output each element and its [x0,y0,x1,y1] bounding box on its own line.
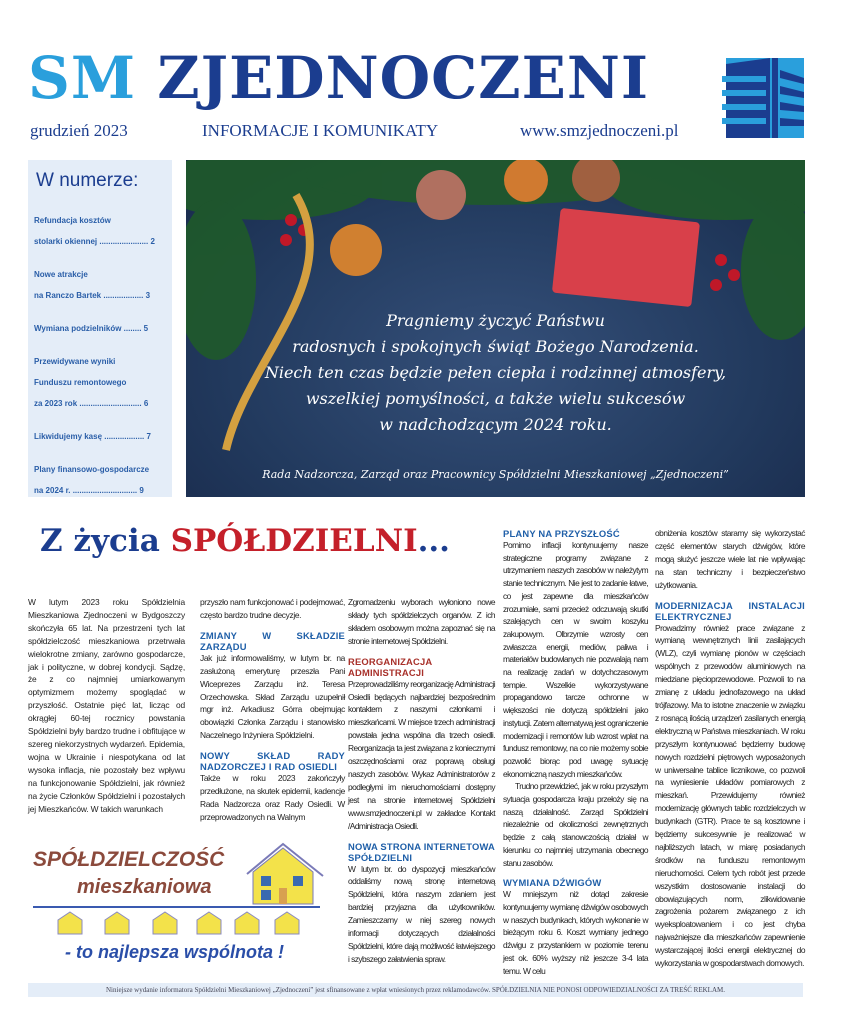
heading-elektryka: MODERNIZACJA INSTALACJI ELEKTRYCZNEJ [655,599,805,622]
toc-title: W numerze: [36,170,139,191]
article-column-1: W lutym 2023 roku Spółdzielnia Mieszkaniowa Zjednoczeni w Bydgoszczy skończyła 65 lat. Na przestrzeni tych lat spółdzielczość mieszkaniowa przetrwała wielokrotne zmiany, zarówno gospodarcze, jak i polityczne, w dobrej kondycji. Sądzę, że z co najmniej umiarkowanym optymizmem możemy spoglądać w przyszłość. Ostatnie pięć lat, licząc od okrągłej 60-tej rocznicy powstania Spółdzielni były bardzo trudne i obfitujące w szereg niekorzystnych wydarzeń. Epidemia, wojna w Ukrainie i niespotykana od lat wysoka inflacja, nie pozostały bez wpływu na funkcjonowanie Spółdzielni, jak również na życie Członków Spółdzielni i pozostałych jej Mieszkańców. W takich warunkach [28,597,185,814]
greeting-signature: Rada Nadzorcza, Zarząd oraz Pracownicy Spółdzielni Mieszkaniowej „Zjednoczeni” [262,468,729,481]
heading-zarzad: ZMIANY W SKŁADZIE ZARZĄDU [200,629,345,652]
table-of-contents [28,160,172,497]
masthead-title: SM ZJEDNOCZENI [28,44,649,112]
heading-reorganizacja: REORGANIZACJA ADMINISTRACJI [348,655,433,678]
toc-item[interactable]: Plany finansowo-gospodarcze na 2024 r. ............................. 9 [34,465,150,495]
cooperative-promo-graphic [25,834,325,974]
website-link[interactable]: www.smzjednoczeni.pl [520,121,679,140]
building-logo-icon [722,58,806,138]
heading-rada: NOWY SKŁAD RADY NADZORCZEJ I RAD OSIEDLI [200,750,345,773]
article-column-4: PLANY NA PRZYSZŁOŚĆ Pomimo inflacji kontynuujemy nasze strategiczne programy związane z utrzymaniem naszych zasobów w należytym stanie technicznym. Nie jest to zadanie łatwe, co jest zapewne dla mieszkańców zrozumiałe, sami przecież odczuwają skutki szalejących cen w swoim koszyku zakupowym. Olbrzymie wzrosty cen zwłaszcza energii, mediów, paliwa i materiałów budowlanych nie pozwalają nam na realizację zadań w dotychczasowym tempie. Wszelkie wykorzystywane propagandowo tarcze ochronne w większości nie dotyczą spółdzielni jako instytucji. Zatem alternatywą jest ograniczenie modernizacji i remontów lub wzrost wpłat na fundusz remontowy, na co nie możemy sobie pozwolić biorąc pod uwagę sytuację ekonomiczną naszych mieszkańców. Trudno przewidzieć, jak w roku przyszłym sytuacja gospodarcza kraju przełoży się na naszą działalność. Zarząd Spółdzielni niezależnie od okoliczności zewnętrznych będzie z całą stanowczością działał w kierunku co najmniej utrzymania obecnego stanu zasobów. WYMIANA DŹWIGÓW W mniejszym niż dotąd zakresie kontynuujemy wymianę dźwigów osobowych w naszych budynkach, których wykonanie w bieżącym roku 6. Koszt wymiany jednego dźwigu z przystankiem w poziomie terenu jest ok. 60% wyższy niż jeszcze 3-4 lata temu. W celu [503,528,648,976]
toc-item[interactable]: Przewidywane wyniki Funduszu remontowego za 2023 rok ............................ 6 [34,357,149,408]
heading-strona: NOWA STRONA INTERNETOWA SPÓŁDZIELNI [348,840,495,863]
heading-dzwigi: WYMIANA DŹWIGÓW [503,877,602,889]
promo-line-2: mieszkaniowa [77,876,212,898]
section-title: Z życia SPÓŁDZIELNI... [40,523,450,559]
promo-line-1: SPÓŁDZIELCZOŚĆ [33,848,225,871]
footer-disclaimer: Niniejsze wydanie informatora Spółdzielni Mieszkaniowej „Zjednoczeni” jest sfinansowane z wpłat wniesionych przez reklamodawców. SPÓŁDZIELNIA NIE PONOSI ODPOWIEDZIALNOŚCI ZA TREŚĆ REKLAM. [28,983,803,997]
article-column-3: Zgromadzeniu wyborach wyłoniono nowe składy tych spółdzielczych organów. Z ich składem osobowym można zapoznać się na stronie internetowej Spółdzielni. REORGANIZACJA ADMINISTRACJI Przeprowadziliśmy reorganizację Administracji Osiedli będących najbardziej bezpośrednim kontaktem z naszymi członkami i mieszkańcami. W miejsce trzech administracji powstała jedna wspólna dla trzech osiedli. Reorganizacja ta jest związana z koniecznymi oszczędnościami oraz poprawą obsługi naszych zasobów. Wykaz Administratorów z podległymi im nieruchomościami dostępny jest na stronie internetowej Spółdzielni www.smzjednoczeni.pl w zakładce Kontakt /Administracja Osiedli. NOWA STRONA INTERNETOWA SPÓŁDZIELNI W lutym br. do dyspozycji mieszkańców oddaliśmy nową stronę internetową Spółdzielni, która naszym zdaniem jest bardziej przyjazna dla użytkowników. Zamieszczamy w niej szereg nowych informacji dotyczących działalności Spółdzielni, które dają możliwość łatwiejszego i szybszego załatwienia spraw. [348,597,495,964]
toc-item[interactable]: Refundacja kosztów stolarki okiennej ...................... 2 [34,216,155,246]
toc-item[interactable]: Wymiana podzielników ........ 5 [34,324,149,333]
promo-line-3: - to najlepsza wspólnota ! [65,942,285,962]
article-column-5: obniżenia kosztów staramy się wykorzystać część elementów starych dźwigów, które mogą służyć jeszcze wiele lat nie wpływając na stan techniczny i bezpieczeństwo użytkowania. MODERNIZACJA INSTALACJI ELEKTRYCZNEJ Prowadzimy również prace związane z wymianą wewnętrznych linii zasilających (WLZ), czyli wymianę pionów w częściach wspólnych z przewodów aluminiowych na miedziane pięcioprzewodowe. Pozwoli to na zmianę z układu jednofazowego na układ trójfazowy. Ma to istotne znaczenie w związku z rosnącą ilością urządzeń zasilanych energią elektryczną w Państwa mieszkaniach. W roku przyszłym kontynuować będziemy budowę nowych rozdzielni piętrowych wyposażonych w uniwersalne tablice licznikowe, co pozwoli na wyniesienie układów pomiarowych z mieszkań. Przewidujemy również modernizację głównych tablic rozdzielczych w budynkach (GTR). Prace te są kosztowne i będziemy sukcesywnie je realizować w najbliższych latach, w miarę posiadanych środków na funduszu remontowym nieruchomości. Celem tych robót jest przede wszystkim dostosowanie instalacji do obowiązujących norm, zlikwidowanie zagrożenia pożarem związanego z ich wyeksploatowaniem i co jest chyba najważniejsze dla mieszkańców zapewnienie wystarczającej ilości energii elektrycznej do wykorzystania w gospodarstwach domowych. [655,528,805,969]
issue-date: grudzień 2023 [30,121,128,140]
christmas-greeting-image [186,160,805,497]
article-column-2: przyszło nam funkcjonować i podejmować, często bardzo trudne decyzje. ZMIANY W SKŁADZIE ZARZĄDU Jak już informowaliśmy, w lutym br. na zasłużoną emeryturę przeszła Pani Wiceprezes Zarządu inż. Teresa Orzechowska. Skład Zarządu uzupełnił mgr inż. Arkadiusz Górra obejmując obowiązki Członka Zarządu i stanowisko Naczelnego Inżyniera Spółdzielni. NOWY SKŁAD RADY NADZORCZEJ I RAD OSIEDLI Także w roku 2023 zakończyły przedłużone, na skutek epidemii, kadencje Rada Nadzorcza oraz Rady Osiedli. W przeprowadzonych na Walnym [200,597,345,822]
toc-item[interactable]: Nowe atrakcje na Ranczo Bartek .................. 3 [34,270,151,300]
tagline: INFORMACJE I KOMUNIKATY [202,121,439,140]
greeting-text: Pragniemy życzyć Państwu radosnych i spokojnych świąt Bożego Narodzenia. Niech ten czas będzie pełen ciepła i rodzinnej atmosfery, wszelkiej pomyślności, a także wielu sukcesów w nadchodzącym 2024 roku. [264,311,727,434]
heading-plany: PLANY NA PRZYSZŁOŚĆ [503,528,620,539]
toc-item[interactable]: Likwidujemy kasę .................. 7 [34,432,151,441]
